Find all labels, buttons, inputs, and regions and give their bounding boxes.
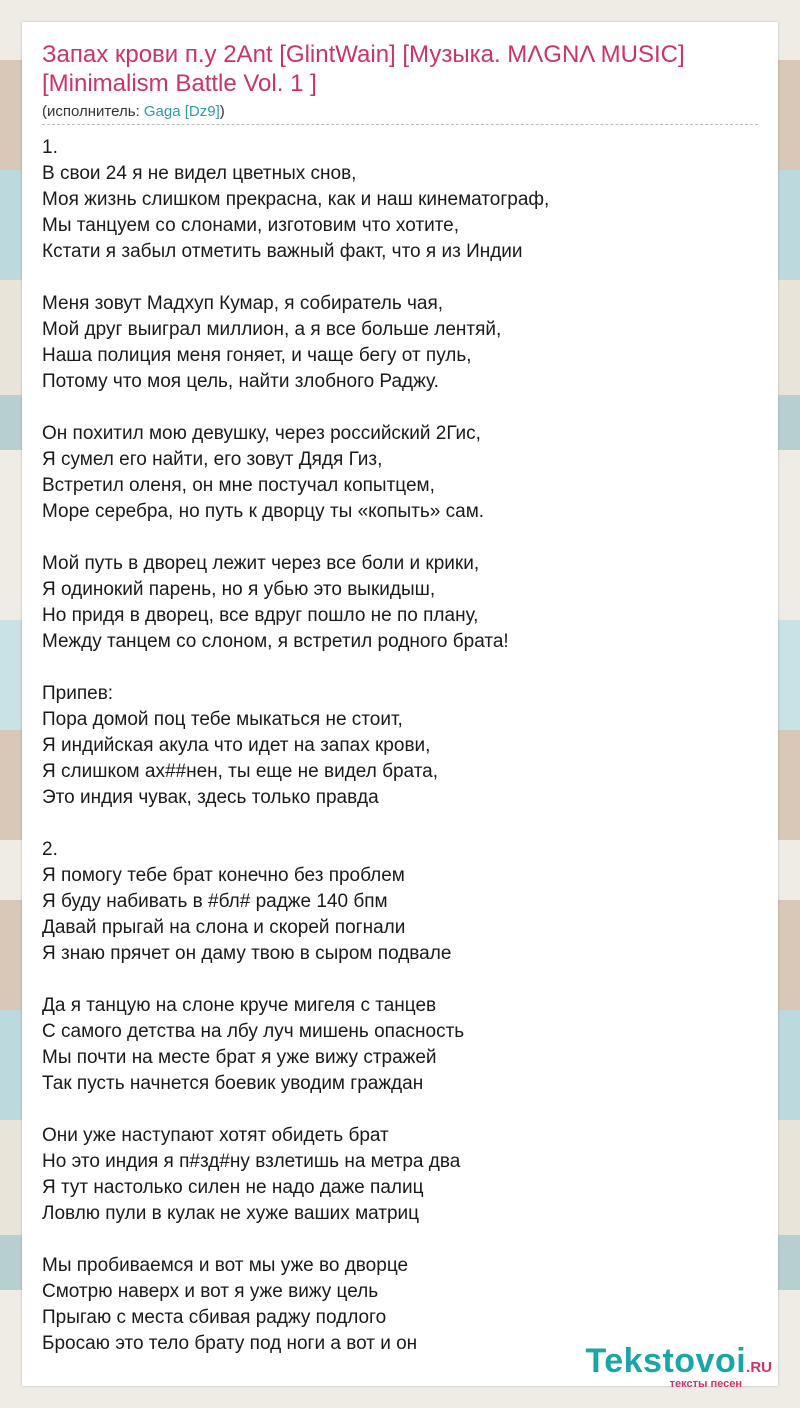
lyrics-line: Мой друг выиграл миллион, а я все больше лентяй, xyxy=(42,319,502,340)
lyrics-line: Море серебра, но путь к дворцу ты «копыть» сам. xyxy=(42,501,485,522)
song-title: Запах крови п.у 2Ant [GlintWain] [Музыка. MΛGNΛ MUSIC] [Minimalism Battle Vol. 1 ] xyxy=(42,41,685,97)
lyrics-line: 1. xyxy=(42,137,58,158)
performer-link[interactable]: Gaga [Dz9] xyxy=(143,103,220,120)
lyrics-line: Прыгаю с места сбивая раджу подлого xyxy=(42,1307,387,1328)
site-logo[interactable] xyxy=(585,1344,772,1390)
lyrics-line: Так пусть начнется боевик уводим граждан xyxy=(42,1073,424,1094)
logo-tld: .RU xyxy=(746,1359,772,1376)
lyrics-line: Потому что моя цель, найти злобного Раджу. xyxy=(42,371,439,392)
lyrics-text xyxy=(42,135,758,1357)
lyrics-line: Наша полиция меня гоняет, и чаще бегу от пуль, xyxy=(42,345,472,366)
lyrics-line: Я одинокий парень, но я убью это выкидыш, xyxy=(42,579,436,600)
lyrics-stanza xyxy=(42,551,758,655)
lyrics-stanza xyxy=(42,681,758,811)
lyrics-line: Я индийская акула что идет на запах крови, xyxy=(42,735,431,756)
lyrics-line: В свои 24 я не видел цветных снов, xyxy=(42,163,357,184)
performer-suffix: ) xyxy=(219,103,225,120)
performer-prefix: (исполнитель: xyxy=(42,103,144,120)
lyrics-line: Я помогу тебе брат конечно без проблем xyxy=(42,865,405,886)
lyrics-line: Смотрю наверх и вот я уже вижу цель xyxy=(42,1281,379,1302)
lyrics-line: Но придя в дворец, все вдруг пошло не по плану, xyxy=(42,605,479,626)
lyrics-line: Между танцем со слоном, я встретил родного брата! xyxy=(42,631,509,652)
lyrics-line: Они уже наступают хотят обидеть брат xyxy=(42,1125,389,1146)
lyrics-stanza xyxy=(42,993,758,1097)
lyrics-line: Пора домой поц тебе мыкаться не стоит, xyxy=(42,709,403,730)
lyrics-line: Меня зовут Мадхуп Кумар, я собиратель чая, xyxy=(42,293,444,314)
lyrics-stanza xyxy=(42,135,758,265)
lyrics-stanza xyxy=(42,291,758,395)
lyrics-line: Это индия чувак, здесь только правда xyxy=(42,787,379,808)
lyrics-line: Я сумел его найти, его зовут Дядя Гиз, xyxy=(42,449,383,470)
lyrics-line: Мы танцуем со слонами, изготовим что хотите, xyxy=(42,215,460,236)
lyrics-line: Мы пробиваемся и вот мы уже во дворце xyxy=(42,1255,409,1276)
lyrics-line: Моя жизнь слишком прекрасна, как и наш кинематограф, xyxy=(42,189,550,210)
lyrics-stanza xyxy=(42,837,758,967)
lyrics-line: Мой путь в дворец лежит через все боли и крики, xyxy=(42,553,480,574)
lyrics-line: Бросаю это тело брату под ноги а вот и он xyxy=(42,1333,418,1354)
lyrics-line: Ловлю пули в кулак не хуже ваших матриц xyxy=(42,1203,420,1224)
lyrics-line: Давай прыгай на слона и скорей погнали xyxy=(42,917,406,938)
lyrics-line: Я тут настолько силен не надо даже палиц xyxy=(42,1177,424,1198)
lyrics-line: Но это индия я п#зд#ну взлетишь на метра два xyxy=(42,1151,461,1172)
performer-byline xyxy=(42,103,758,125)
lyrics-line: Кстати я забыл отметить важный факт, что я из Индии xyxy=(42,241,523,262)
lyrics-line: Встретил оленя, он мне постучал копытцем, xyxy=(42,475,435,496)
lyrics-line: С самого детства на лбу луч мишень опасность xyxy=(42,1021,465,1042)
logo-name: Tekstovoi xyxy=(585,1342,747,1380)
lyrics-line: Я буду набивать в #бл# радже 140 бпм xyxy=(42,891,388,912)
lyrics-line: Он похитил мою девушку, через российский 2Гис, xyxy=(42,423,481,444)
lyrics-line: Да я танцую на слоне круче мигеля с танцев xyxy=(42,995,437,1016)
logo-tagline: тексты песен xyxy=(669,1378,742,1390)
lyrics-line: Я знаю прячет он даму твою в сыром подвале xyxy=(42,943,452,964)
lyrics-line: Я слишком ах##нен, ты еще не видел брата, xyxy=(42,761,439,782)
lyrics-stanza xyxy=(42,1123,758,1227)
lyrics-line: 2. xyxy=(42,839,58,860)
lyrics-line: Припев: xyxy=(42,683,114,704)
lyrics-line: Мы почти на месте брат я уже вижу стражей xyxy=(42,1047,437,1068)
lyrics-card xyxy=(22,22,778,1386)
lyrics-stanza xyxy=(42,421,758,525)
